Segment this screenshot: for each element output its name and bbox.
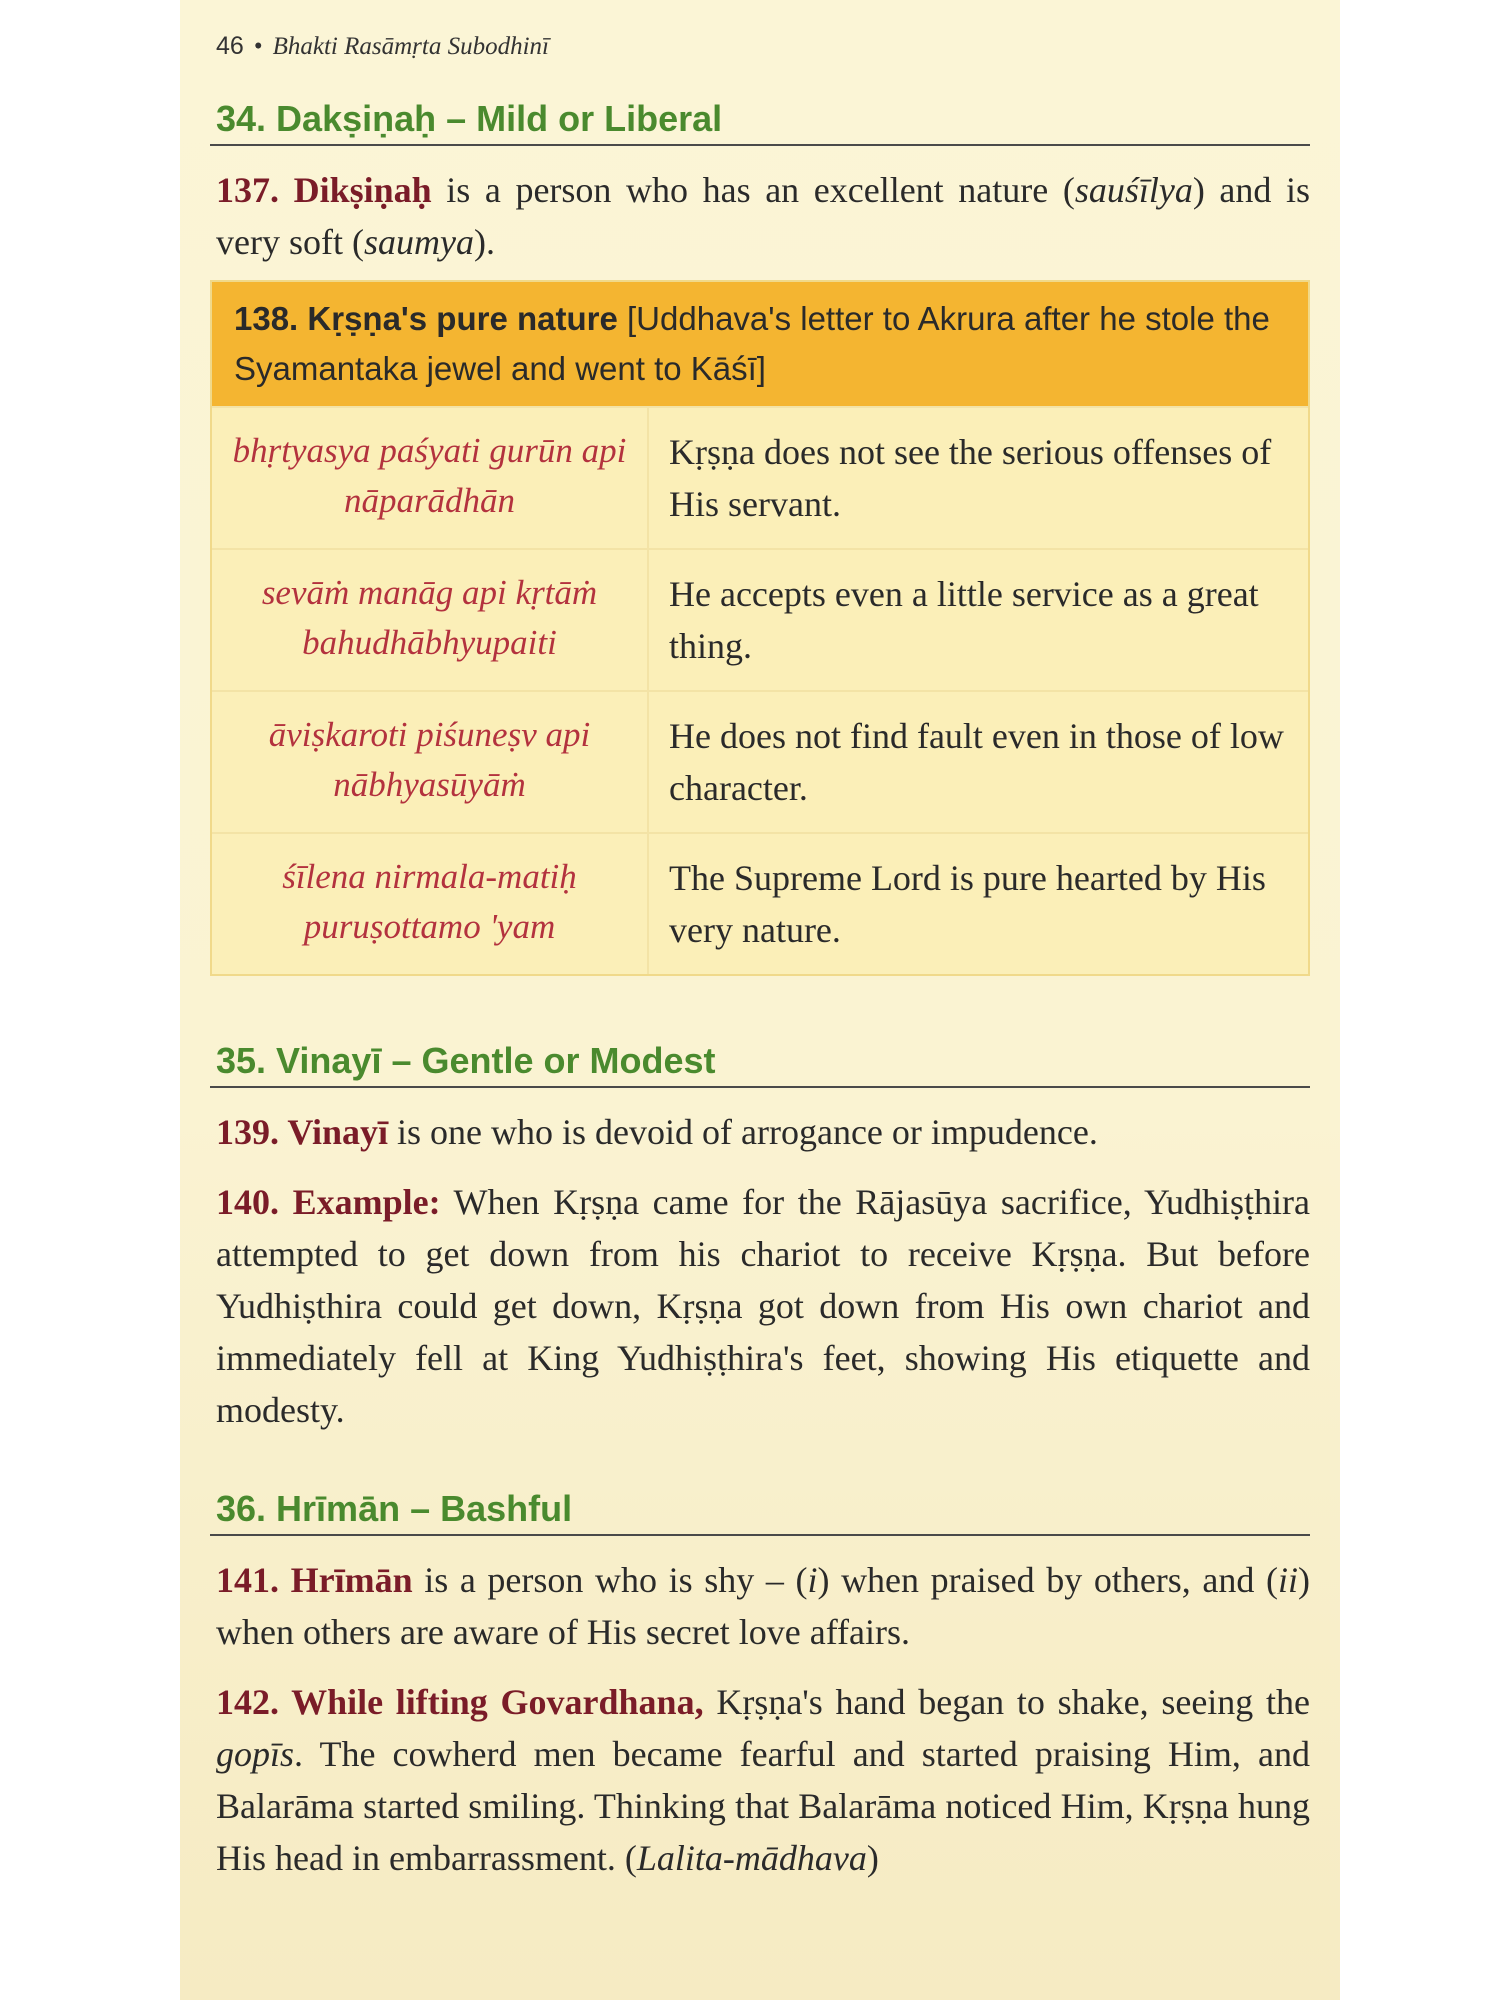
text-run: is a person who has an excellent nature ( [431,170,1075,210]
text-run: is a person who is shy – ( [412,1560,808,1600]
text-run: ) when others are aware of His secret love affairs. [216,1560,1310,1652]
separator-bullet: • [253,33,263,60]
source-citation: Lalita-mādhava [636,1838,867,1878]
verse-translation: Kṛṣṇa does not see the serious offenses of His servant. [669,432,1272,524]
verse-row [212,548,1308,690]
text-run: ) [866,1838,879,1878]
paragraph-137 [216,164,1310,268]
text-run: . The cowherd men became fearful and started praising Him, and Balarāma started smiling. Thinking that Balarāma noticed Him, Kṛṣṇa hung His head in embarrassment. ( [216,1734,1310,1878]
verse-translation: He accepts even a little service as a great thing. [669,574,1259,666]
sanskrit-verse: śīlena nirmala-matiḥ puruṣottamo 'yam [212,834,649,974]
paragraph-lead: 141. Hrīmān [216,1560,413,1600]
verse-box-title: 138. Kṛṣṇa's pure nature [234,300,618,337]
paragraph-139 [216,1106,1310,1158]
verse-translation: The Supreme Lord is pure hearted by His very nature. [669,858,1266,950]
section-heading-36: 36. Hrīmān – Bashful [210,1488,1310,1536]
sanskrit-term: sauśīlya [1074,170,1193,210]
text-run: ) when praised by others, and ( [817,1560,1278,1600]
section-heading-35: 35. Vinayī – Gentle or Modest [210,1040,1310,1088]
verse-row [212,690,1308,832]
verse-translation: He does not find fault even in those of low character. [669,716,1284,808]
roman-numeral: i [807,1560,818,1600]
text-run: When Kṛṣṇa came for the Rājasūya sacrifice, Yudhiṣṭhira attempted to get down from his chariot to receive Kṛṣṇa. But before Yudhiṣthira could get down, Kṛṣṇa got down from His own chariot and immediately fell at King Yudhiṣṭhira's feet, showing His etiquette and modesty. [216,1182,1310,1430]
page-number: 46 [216,32,244,60]
verse-box-header [212,282,1308,406]
paragraph-lead: 142. While lifting Govardhana, [216,1682,704,1722]
text-run: ) and is very soft ( [216,170,1310,262]
section-heading-34: 34. Dakṣiṇaḥ – Mild or Liberal [210,98,1310,146]
text-run: is one who is devoid of arrogance or impudence. [388,1112,1098,1152]
paragraph-141 [216,1554,1310,1658]
verse-box-138 [210,280,1310,976]
text-run: ). [473,222,495,262]
verse-row [212,406,1308,548]
roman-numeral: ii [1277,1560,1298,1600]
verse-box-subtitle: [Uddhava's letter to Akrura after he stole the Syamantaka jewel and went to Kāśī] [234,300,1270,387]
running-head [216,32,1310,72]
sanskrit-verse: bhṛtyasya paśyati gurūn api nāparādhān [212,408,649,548]
paragraph-140 [216,1176,1310,1436]
paragraph-lead: 139. Vinayī [216,1112,389,1152]
paragraph-142 [216,1676,1310,1884]
text-run: Kṛṣṇa's hand began to shake, seeing the [703,1682,1311,1722]
sanskrit-verse: āviṣkaroti piśuneṣv api nābhyasūyāṁ [212,692,649,832]
book-title: Bhakti Rasāmṛta Subodhinī [272,33,549,60]
paragraph-lead: 137. Dikṣiṇaḥ [216,170,432,210]
sanskrit-verse: sevāṁ manāg api kṛtāṁ bahudhābhyupaiti [212,550,649,690]
book-page [180,0,1340,2000]
sanskrit-term: gopīs [216,1734,295,1774]
sanskrit-term: saumya [363,222,474,262]
paragraph-lead: 140. Example: [216,1182,441,1222]
verse-row [212,832,1308,974]
